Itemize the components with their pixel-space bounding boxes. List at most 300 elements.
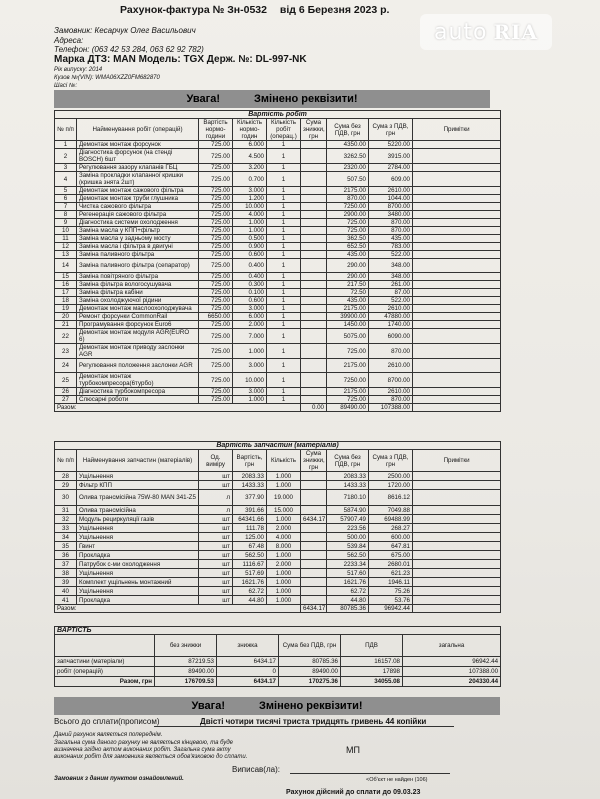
parts-row xyxy=(55,490,501,506)
works-cell xyxy=(301,388,327,396)
works-cell: 2 xyxy=(55,149,77,164)
works-cell: 725.00 xyxy=(327,396,369,404)
works-cell: 1 xyxy=(267,305,301,313)
works-cell: 725.00 xyxy=(327,219,369,227)
works-cell: 725.00 xyxy=(199,305,233,313)
works-cell xyxy=(301,305,327,313)
chassis-line: Шасі №: xyxy=(54,83,78,89)
parts-cell: шт xyxy=(199,524,233,533)
parts-cell: 29 xyxy=(55,481,77,490)
works-cell: 0.400 xyxy=(233,273,267,281)
works-cell: 870.00 xyxy=(369,227,413,235)
works-cell: 19 xyxy=(55,305,77,313)
works-total-row xyxy=(55,404,501,412)
parts-cell: 41 xyxy=(55,596,77,605)
parts-cell: шт xyxy=(199,596,233,605)
works-cell: Заміна масла і фільтра в двигуні xyxy=(77,243,199,251)
parts-cell xyxy=(301,587,327,596)
works-cell: 4.000 xyxy=(233,211,267,219)
parts-row xyxy=(55,481,501,490)
parts-body xyxy=(55,472,501,613)
parts-cell: Ущільнення xyxy=(77,533,199,542)
works-cell: 1 xyxy=(267,164,301,172)
parts-cell: Ущільнення xyxy=(77,524,199,533)
summary-header-cell: без знижки xyxy=(155,635,217,657)
works-cell: 1 xyxy=(267,259,301,273)
works-cell xyxy=(413,187,501,195)
works-header-cell: Сума з ПДВ, грн xyxy=(369,119,413,141)
works-cell: 1 xyxy=(267,243,301,251)
works-cell: 725.00 xyxy=(199,329,233,344)
parts-cell: Прокладка xyxy=(77,551,199,560)
works-row xyxy=(55,203,501,211)
works-cell xyxy=(413,227,501,235)
works-cell: 217.50 xyxy=(327,281,369,289)
works-cell: 290.00 xyxy=(327,259,369,273)
summary-title: ВАРТІСТЬ xyxy=(55,627,501,635)
works-cell: 2900.00 xyxy=(327,211,369,219)
works-table xyxy=(54,110,501,412)
works-header-cell: Сума знижки, грн xyxy=(301,119,327,141)
works-cell: 24 xyxy=(55,359,77,373)
works-cell xyxy=(301,281,327,289)
works-section-title: Вартість робіт xyxy=(55,111,501,119)
summary-cell: 6434.17 xyxy=(217,677,279,687)
works-cell: 16 xyxy=(55,281,77,289)
works-cell: 725.00 xyxy=(199,172,233,187)
summary-body xyxy=(55,657,501,687)
summary-header-cell xyxy=(55,635,155,657)
works-cell: 652.50 xyxy=(327,243,369,251)
parts-cell: шт xyxy=(199,533,233,542)
works-cell: 725.00 xyxy=(199,373,233,388)
works-cell: 290.00 xyxy=(327,273,369,281)
works-cell: 8700.00 xyxy=(369,203,413,211)
works-cell xyxy=(301,289,327,297)
works-cell: Демонтаж монтаж турбокомпресора(6туpбо) xyxy=(77,373,199,388)
works-cell: 725.00 xyxy=(199,297,233,305)
works-cell xyxy=(413,141,501,149)
summary-header-cell: знижка xyxy=(217,635,279,657)
works-cell xyxy=(301,344,327,359)
parts-cell: 1.000 xyxy=(267,551,301,560)
works-cell: 3915.00 xyxy=(369,149,413,164)
parts-cell: 57907.49 xyxy=(327,515,369,524)
works-cell: 725.00 xyxy=(199,289,233,297)
parts-total-discount: 6434.17 xyxy=(301,605,327,613)
parts-header-cell: Кількість xyxy=(267,450,301,472)
parts-row xyxy=(55,515,501,524)
works-row xyxy=(55,149,501,164)
parts-cell: 562.50 xyxy=(327,551,369,560)
works-cell: 725.00 xyxy=(199,187,233,195)
works-cell: Заміна фільтра вологосушувача xyxy=(77,281,199,289)
works-cell: 20 xyxy=(55,313,77,321)
works-cell xyxy=(413,211,501,219)
summary-cell: 176709.53 xyxy=(155,677,217,687)
works-cell: 2784.00 xyxy=(369,164,413,172)
parts-cell: шт xyxy=(199,587,233,596)
parts-cell: 1946.11 xyxy=(369,578,413,587)
works-cell xyxy=(413,203,501,211)
summary-cell: 107388.00 xyxy=(403,667,501,677)
works-cell: 3480.00 xyxy=(369,211,413,219)
parts-cell: 5874.90 xyxy=(327,506,369,515)
works-cell: 72.50 xyxy=(327,289,369,297)
parts-cell: 1621.76 xyxy=(233,578,267,587)
parts-cell xyxy=(301,472,327,481)
works-cell: 348.00 xyxy=(369,259,413,273)
works-row xyxy=(55,164,501,172)
works-cell: 7250.00 xyxy=(327,373,369,388)
works-cell: 725.00 xyxy=(199,259,233,273)
works-cell: 25 xyxy=(55,373,77,388)
works-cell: 725.00 xyxy=(199,273,233,281)
invoice-number: Рахунок-фактура № Зн-0532 xyxy=(120,4,267,16)
parts-total-label: Разом: xyxy=(55,605,301,613)
parts-cell xyxy=(301,481,327,490)
parts-header-cell: Примітки xyxy=(413,450,501,472)
works-cell xyxy=(413,329,501,344)
works-cell: 2320.00 xyxy=(327,164,369,172)
works-cell: 26 xyxy=(55,388,77,396)
works-cell: 870.00 xyxy=(369,344,413,359)
parts-cell: 33 xyxy=(55,524,77,533)
parts-cell xyxy=(413,481,501,490)
works-cell: 1 xyxy=(267,313,301,321)
works-cell: 725.00 xyxy=(327,344,369,359)
parts-cell xyxy=(413,587,501,596)
works-row xyxy=(55,373,501,388)
works-row xyxy=(55,289,501,297)
parts-row xyxy=(55,569,501,578)
works-cell: 362.50 xyxy=(327,235,369,243)
parts-cell: 1.000 xyxy=(267,596,301,605)
summary-row xyxy=(55,667,501,677)
summary-header-cell: ПДВ xyxy=(341,635,403,657)
works-cell: 1.000 xyxy=(233,344,267,359)
banner-right: Змінено реквізити! xyxy=(254,93,358,105)
works-cell: 4.500 xyxy=(233,149,267,164)
parts-cell: 1433.33 xyxy=(327,481,369,490)
works-cell: 435.00 xyxy=(327,251,369,259)
works-cell: 87.00 xyxy=(369,289,413,297)
works-cell: 2610.00 xyxy=(369,305,413,313)
parts-cell: 15.000 xyxy=(267,506,301,515)
parts-cell: 647.81 xyxy=(369,542,413,551)
parts-cell xyxy=(301,490,327,506)
parts-cell: 1.000 xyxy=(267,587,301,596)
works-cell: 1.000 xyxy=(233,219,267,227)
works-cell: Слюсарні роботи xyxy=(77,396,199,404)
parts-cell: 37 xyxy=(55,560,77,569)
parts-cell xyxy=(301,551,327,560)
parts-cell: 1621.76 xyxy=(327,578,369,587)
attention-banner-top xyxy=(54,90,490,108)
summary-header-row xyxy=(55,635,501,657)
parts-cell: 268.27 xyxy=(369,524,413,533)
works-cell: 725.00 xyxy=(199,251,233,259)
works-cell: 3262.50 xyxy=(327,149,369,164)
parts-row xyxy=(55,524,501,533)
parts-cell: 1720.00 xyxy=(369,481,413,490)
works-cell xyxy=(301,373,327,388)
works-header-cell: Сума без ПДВ, грн xyxy=(327,119,369,141)
works-cell xyxy=(413,321,501,329)
works-cell: 27 xyxy=(55,396,77,404)
works-cell: 1 xyxy=(267,289,301,297)
works-cell: 2610.00 xyxy=(369,359,413,373)
phone-line: Телефон: (063 42 53 284, 063 62 92 782) xyxy=(54,45,204,54)
works-cell: 507.50 xyxy=(327,172,369,187)
banner-left-2: Увага! xyxy=(191,700,226,712)
works-cell: Заміна охолоджуючої рідини xyxy=(77,297,199,305)
works-cell xyxy=(413,396,501,404)
parts-cell xyxy=(413,578,501,587)
works-cell: Демонтаж монтаж маслоохолоджувача xyxy=(77,305,199,313)
parts-cell: 562.50 xyxy=(233,551,267,560)
works-cell xyxy=(413,313,501,321)
works-cell: 0.600 xyxy=(233,297,267,305)
year-line: Рік випуску: 2014 xyxy=(54,67,103,73)
works-cell: Демонтаж монтаж труби глушника xyxy=(77,195,199,203)
works-cell: 725.00 xyxy=(199,227,233,235)
works-row xyxy=(55,259,501,273)
parts-cell: 2.000 xyxy=(267,524,301,533)
parts-cell xyxy=(301,596,327,605)
works-row xyxy=(55,251,501,259)
banner-right-2: Змінено реквізити! xyxy=(259,700,363,712)
works-row xyxy=(55,313,501,321)
works-cell: 1 xyxy=(267,235,301,243)
works-cell: 7 xyxy=(55,203,77,211)
works-cell: 1 xyxy=(267,251,301,259)
works-cell: 6.000 xyxy=(233,313,267,321)
works-cell: 609.00 xyxy=(369,172,413,187)
parts-section-title: Вартість запчастин (матеріалів) xyxy=(55,442,501,450)
parts-cell: Фільтр КПП xyxy=(77,481,199,490)
works-cell: 3.000 xyxy=(233,359,267,373)
parts-cell: 1.000 xyxy=(267,481,301,490)
works-row xyxy=(55,195,501,203)
parts-row xyxy=(55,472,501,481)
works-cell: 725.00 xyxy=(199,195,233,203)
works-cell: 3.200 xyxy=(233,164,267,172)
parts-cell: Ущільнення xyxy=(77,587,199,596)
parts-cell: 500.00 xyxy=(327,533,369,542)
works-cell: 725.00 xyxy=(199,203,233,211)
total-words: Двісті чотири тисячі триста тридцять гривень 44 копійки xyxy=(200,717,427,726)
works-cell xyxy=(301,195,327,203)
works-cell: 1 xyxy=(267,141,301,149)
works-cell: 435.00 xyxy=(369,235,413,243)
parts-row xyxy=(55,506,501,515)
parts-cell: шт xyxy=(199,515,233,524)
works-total-net: 89490.00 xyxy=(327,404,369,412)
works-cell: Програмування форсунок Euro6 xyxy=(77,321,199,329)
parts-cell: 517.69 xyxy=(233,569,267,578)
works-row xyxy=(55,187,501,195)
works-row xyxy=(55,281,501,289)
works-cell: 2175.00 xyxy=(327,388,369,396)
parts-total-note xyxy=(413,605,501,613)
works-cell: Заміна прокладки клапанної кришки (кришка знята 2шт) xyxy=(77,172,199,187)
works-header-cell: Найменування робіт (операцій) xyxy=(77,119,199,141)
works-cell: 11 xyxy=(55,235,77,243)
vehicle-line: Марка ДТЗ: MAN Модель: TGX Держ. №: DL-997-NK xyxy=(54,54,307,65)
vin-line: Кузов №(VIN): WMA06XZZ0FM682870 xyxy=(54,75,160,81)
works-cell: 3.000 xyxy=(233,388,267,396)
works-cell: 39900.00 xyxy=(327,313,369,321)
parts-cell: 8.000 xyxy=(267,542,301,551)
works-cell: 47880.00 xyxy=(369,313,413,321)
summary-header-cell: Сума без ПДВ, грн xyxy=(279,635,341,657)
works-cell: 0.900 xyxy=(233,243,267,251)
works-cell: 725.00 xyxy=(199,164,233,172)
parts-cell: шт xyxy=(199,472,233,481)
parts-row xyxy=(55,533,501,542)
parts-cell: 69488.99 xyxy=(369,515,413,524)
parts-row xyxy=(55,578,501,587)
summary-cell: 89490.00 xyxy=(155,667,217,677)
works-cell xyxy=(301,172,327,187)
bottom-cut-text: Рахунок дійсний до сплати до 09.03.23 xyxy=(286,789,421,796)
parts-cell: 75.26 xyxy=(369,587,413,596)
works-cell xyxy=(301,273,327,281)
stamp-place: МП xyxy=(346,745,360,755)
parts-cell: 1433.33 xyxy=(233,481,267,490)
summary-header-cell: загальна xyxy=(403,635,501,657)
parts-cell: 621.23 xyxy=(369,569,413,578)
parts-cell xyxy=(413,506,501,515)
parts-cell: 517.60 xyxy=(327,569,369,578)
works-cell: 5075.00 xyxy=(327,329,369,344)
works-cell xyxy=(301,187,327,195)
parts-cell: 1.000 xyxy=(267,515,301,524)
works-cell: 1044.00 xyxy=(369,195,413,203)
parts-cell: 4.000 xyxy=(267,533,301,542)
works-cell xyxy=(413,359,501,373)
parts-cell: Гвинт xyxy=(77,542,199,551)
works-cell: 6090.00 xyxy=(369,329,413,344)
summary-cell: 16157.08 xyxy=(341,657,403,667)
works-row xyxy=(55,243,501,251)
works-cell: 18 xyxy=(55,297,77,305)
summary-cell: робіт (операцій) xyxy=(55,667,155,677)
parts-cell xyxy=(301,578,327,587)
parts-cell: 391.66 xyxy=(233,506,267,515)
parts-cell: 34 xyxy=(55,533,77,542)
works-cell xyxy=(413,373,501,388)
works-cell: 6650.00 xyxy=(199,313,233,321)
works-cell: 8 xyxy=(55,211,77,219)
works-row xyxy=(55,297,501,305)
parts-cell xyxy=(413,596,501,605)
works-cell: 5220.00 xyxy=(369,141,413,149)
parts-cell: 2083.33 xyxy=(327,472,369,481)
parts-cell: 31 xyxy=(55,506,77,515)
parts-cell: шт xyxy=(199,551,233,560)
works-cell xyxy=(413,259,501,273)
works-cell xyxy=(301,359,327,373)
parts-cell xyxy=(413,560,501,569)
parts-cell: 39 xyxy=(55,578,77,587)
parts-cell: шт xyxy=(199,542,233,551)
parts-cell: 7049.88 xyxy=(369,506,413,515)
parts-cell: 32 xyxy=(55,515,77,524)
parts-header-cell: Од. виміру xyxy=(199,450,233,472)
works-cell: 1 xyxy=(267,273,301,281)
parts-cell xyxy=(413,533,501,542)
works-total-note xyxy=(413,404,501,412)
address-line: Адреса: xyxy=(54,36,84,45)
summary-cell: 80785.36 xyxy=(279,657,341,667)
works-cell: 2610.00 xyxy=(369,388,413,396)
parts-cell: л xyxy=(199,490,233,506)
works-cell: Заміна фільтра кабіни xyxy=(77,289,199,297)
parts-cell xyxy=(413,490,501,506)
works-cell xyxy=(301,235,327,243)
works-cell: 12 xyxy=(55,243,77,251)
signature-label: Виписав(ла): xyxy=(232,765,280,774)
works-cell xyxy=(301,149,327,164)
works-row xyxy=(55,227,501,235)
parts-header-row xyxy=(55,450,501,472)
parts-header-cell: Вартість, грн xyxy=(233,450,267,472)
works-cell: 725.00 xyxy=(199,235,233,243)
works-row xyxy=(55,359,501,373)
customer-line: Замовник: Кесарчук Олег Васильович xyxy=(54,26,196,35)
works-cell: 348.00 xyxy=(369,273,413,281)
works-cell: Демонтаж монтаж сажового фільтра xyxy=(77,187,199,195)
works-header-cell: Примітки xyxy=(413,119,501,141)
summary-cell: Разом, грн xyxy=(55,677,155,687)
parts-cell: 675.00 xyxy=(369,551,413,560)
works-cell xyxy=(413,297,501,305)
works-row xyxy=(55,219,501,227)
works-cell: 22 xyxy=(55,329,77,344)
works-cell: 522.00 xyxy=(369,251,413,259)
works-cell: 1 xyxy=(267,329,301,344)
parts-header-cell: Сума з ПДВ, грн xyxy=(369,450,413,472)
works-cell: 725.00 xyxy=(199,359,233,373)
works-cell: 725.00 xyxy=(327,227,369,235)
works-row xyxy=(55,388,501,396)
works-cell: 17 xyxy=(55,289,77,297)
parts-header-cell: Найменування запчастин (матеріалів) xyxy=(77,450,199,472)
works-cell xyxy=(301,141,327,149)
parts-cell: л xyxy=(199,506,233,515)
parts-cell: 1.000 xyxy=(267,578,301,587)
works-cell: 1 xyxy=(267,297,301,305)
works-cell: 0.500 xyxy=(233,235,267,243)
parts-cell: 600.00 xyxy=(369,533,413,542)
parts-cell: шт xyxy=(199,569,233,578)
parts-cell: 377.90 xyxy=(233,490,267,506)
parts-cell: Ущільнення xyxy=(77,569,199,578)
works-cell: 1.200 xyxy=(233,195,267,203)
parts-header-cell: № п/п xyxy=(55,450,77,472)
works-cell xyxy=(413,251,501,259)
works-cell: Заміна масла у задньому мосту xyxy=(77,235,199,243)
parts-header-cell: Сума знижки, грн xyxy=(301,450,327,472)
works-cell xyxy=(413,243,501,251)
parts-table xyxy=(54,441,501,613)
works-header-cell: Вартість нормо-години xyxy=(199,119,233,141)
summary-cell: 6434.17 xyxy=(217,657,279,667)
parts-total-row xyxy=(55,605,501,613)
works-row xyxy=(55,396,501,404)
